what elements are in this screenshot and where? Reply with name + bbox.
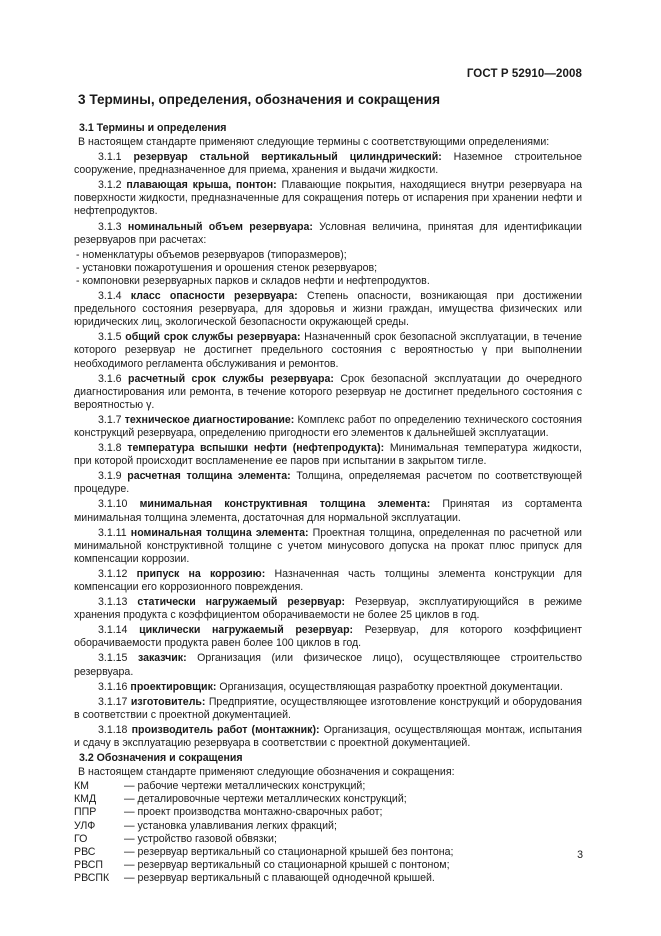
abbreviation-description: — установка улавливания легких фракций;	[124, 819, 337, 832]
term-number: 3.1.15	[98, 652, 128, 665]
section-title: 3 Термины, определения, обозначения и сокращения	[78, 92, 441, 107]
term-entry	[74, 624, 582, 650]
term-number: 3.1.5	[98, 331, 122, 344]
term-number: 3.1.3	[98, 220, 122, 233]
abbreviation-code: КМД	[74, 793, 97, 806]
term-entry	[74, 696, 582, 722]
term-entry	[74, 470, 582, 496]
term-number: 3.1.16	[98, 680, 128, 693]
abbreviation-description: — устройство газовой обвязки;	[124, 832, 277, 845]
term-name: минимальная конструктивная толщина элемента:	[139, 498, 431, 511]
term-entry	[74, 442, 582, 468]
term-entry	[74, 527, 582, 566]
term-entry	[74, 724, 582, 750]
subsection-title-abbreviations: 3.2 Обозначения и сокращения	[79, 752, 243, 765]
page-number: 3	[577, 849, 583, 861]
term-number: 3.1.18	[98, 723, 128, 736]
term-number: 3.1.10	[98, 498, 128, 511]
term-entry	[74, 498, 582, 524]
term-number: 3.1.7	[98, 413, 122, 426]
term-entry	[74, 290, 582, 329]
list-item: - номенклатуры объемов резервуаров (типоразмеров);	[76, 248, 347, 261]
term-entry	[74, 221, 582, 247]
term-number: 3.1.2	[98, 179, 122, 192]
term-name: техническое диагностирование:	[124, 413, 295, 426]
term-definition: Степень опасности, возникающая при достижении предельного состояния резервуара, для здоровья и жизни граждан, имущества физических или юридических лиц, экологической безопасности окружающей среды.	[74, 290, 582, 329]
term-name: общий срок службы резервуара:	[125, 331, 301, 344]
term-name: заказчик:	[137, 652, 187, 665]
term-name: номинальная толщина элемента:	[130, 526, 309, 539]
term-name: температура вспышки нефти (нефтепродукта):	[127, 442, 385, 455]
term-number: 3.1.12	[98, 567, 128, 580]
abbreviation-row	[74, 846, 582, 859]
abbreviation-description: — рабочие чертежи металлических конструкций;	[124, 780, 366, 793]
abbreviation-code: РВСПК	[74, 871, 110, 884]
term-entry	[74, 373, 582, 412]
term-number: 3.1.14	[98, 624, 128, 637]
abbreviation-code: УЛФ	[74, 819, 96, 832]
term-number: 3.1.1	[98, 151, 122, 164]
abbreviations-intro: В настоящем стандарте применяют следующие обозначения и сокращения:	[78, 766, 455, 779]
abbreviation-row	[74, 820, 582, 833]
abbreviation-code: РВС	[74, 845, 96, 858]
abbreviation-description: — деталировочные чертежи металлических конструкций;	[124, 793, 407, 806]
term-name: припуск на коррозию:	[136, 567, 266, 580]
term-number: 3.1.9	[98, 470, 122, 483]
term-definition: Наземное строительное сооружение, предназначенное для приема, хранения и выдачи жидкости.	[74, 151, 583, 177]
term-entry	[74, 151, 582, 177]
abbreviations-list	[74, 780, 582, 885]
term-name: класс опасности резервуара:	[130, 290, 298, 303]
term-definition: Организация (или физическое лицо), осуществляющее строительство резервуара.	[74, 652, 583, 678]
document-header: ГОСТ Р 52910—2008	[466, 68, 582, 80]
abbreviation-description: — резервуар вертикальный с плавающей однодечной крышей.	[124, 871, 435, 884]
term-name: изготовитель:	[130, 695, 206, 708]
term-number: 3.1.17	[98, 695, 128, 708]
term-definition: Плавающие покрытия, находящиеся внутри резервуара на поверхности жидкости, предназначенные для сокращения потерь от испарения при хранении нефти и нефтепродуктов.	[74, 179, 582, 218]
term-name: проектировщик:	[130, 680, 217, 693]
term-entry	[74, 568, 582, 594]
term-number: 3.1.11	[98, 526, 127, 539]
term-definition: Предприятие, осуществляющее изготовление конструкций и оборудования в соответствии с проектной документацией.	[74, 695, 582, 721]
abbreviation-row	[74, 872, 582, 885]
term-definition: Минимальная температура жидкости, при которой происходит воспламенение ее паров при испытании в закрытом тигле.	[74, 442, 582, 468]
term-definition: Проектная толщина, определенная по расчетной или минимальной конструктивной толщине с учетом минусового допуска на прокат плюс припуск для компенсации коррозии.	[74, 526, 582, 565]
term-name: циклически нагружаемый резервуар:	[139, 624, 354, 637]
term-definition: Толщина, определяемая расчетом по соответствующей процедуре.	[74, 470, 582, 496]
term-name: плавающая крыша, понтон:	[126, 179, 277, 192]
term-definition: Назначенная часть толщины элемента конструкции для компенсации его коррозионного повреждения.	[74, 567, 582, 593]
term-definition: Организация, осуществляющая разработку проектной документации.	[219, 680, 563, 693]
term-number: 3.1.4	[98, 290, 122, 303]
abbreviation-row	[74, 806, 582, 819]
term-definition: Резервуар, для которого коэффициент оборачиваемости продукта равен более 100 циклов в год.	[74, 624, 582, 650]
term-entry	[74, 331, 582, 370]
term-entry	[74, 414, 582, 440]
abbreviation-row	[74, 793, 582, 806]
term-definition: Условная величина, принятая для идентификации резервуаров при расчетах:	[74, 220, 582, 246]
term-definition: Организация, осуществляющая монтаж, испытания и сдачу в эксплуатацию резервуара в соответствии с проектной документацией.	[74, 723, 582, 750]
term-name: расчетный срок службы резервуара:	[128, 372, 334, 385]
term-entry	[74, 596, 582, 622]
abbreviation-description: — резервуар вертикальный со стационарной крышей с понтоном;	[124, 858, 450, 871]
terms-intro: В настоящем стандарте применяют следующие термины с соответствующими определениями:	[78, 136, 550, 148]
term-name: расчетная толщина элемента:	[127, 470, 291, 483]
abbreviation-code: РВСП	[74, 858, 104, 871]
term-entry	[74, 652, 582, 678]
abbreviation-code: ГО	[74, 832, 88, 845]
term-definition: Резервуар, эксплуатирующийся в режиме хранения продукта с коэффициентом оборачиваемости не более 25 циклов в год.	[74, 596, 582, 622]
term-name: статически нагружаемый резервуар:	[137, 596, 346, 609]
abbreviation-code: ППР	[74, 806, 97, 819]
abbreviation-code: КМ	[74, 780, 89, 793]
abbreviation-row	[74, 833, 582, 846]
abbreviation-description: — проект производства монтажно-сварочных работ;	[124, 806, 383, 819]
list-item: - установки пожаротушения и орошения стенок резервуаров;	[76, 261, 378, 274]
term-entry	[74, 681, 582, 694]
term-entry	[74, 179, 582, 218]
list-item: - компоновки резервуарных парков и складов нефти и нефтепродуктов.	[76, 274, 430, 287]
term-definition: Комплекс работ по определению технического состояния конструкций резервуара, определению пригодности его элементов к дальнейшей эксплуатации.	[74, 413, 582, 439]
abbreviation-row	[74, 859, 582, 872]
term-name: производитель работ (монтажник):	[131, 723, 320, 736]
term-name: резервуар стальной вертикальный цилиндрический:	[133, 151, 442, 164]
abbreviation-description: — резервуар вертикальный со стационарной крышей без понтона;	[124, 845, 454, 858]
document-body	[74, 92, 582, 885]
terms-list-continued	[74, 290, 582, 750]
term-number: 3.1.13	[98, 596, 128, 609]
term-definition: Назначенный срок безопасной эксплуатации, в течение которого резервуар не достигнет предельного состояния с вероятностью γ при выполнении необходимого регламента обслуживания и ремонтов.	[74, 331, 583, 370]
term-definition: Принятая из сортамента минимальная толщина элемента, достаточная для нормальной эксплуатации.	[74, 498, 582, 524]
subsection-title-terms: 3.1 Термины и определения	[79, 122, 227, 134]
term-number: 3.1.8	[98, 442, 122, 455]
abbreviation-row	[74, 780, 582, 793]
terms-list	[74, 151, 582, 247]
term-3-1-3-list	[74, 249, 582, 288]
term-definition: Срок безопасной эксплуатации до очередного диагностирования или ремонта, в течение которого резервуар не достигнет предельного состояния с вероятностью γ.	[74, 372, 583, 411]
term-name: номинальный объем резервуара:	[127, 220, 313, 233]
term-number: 3.1.6	[98, 372, 122, 385]
